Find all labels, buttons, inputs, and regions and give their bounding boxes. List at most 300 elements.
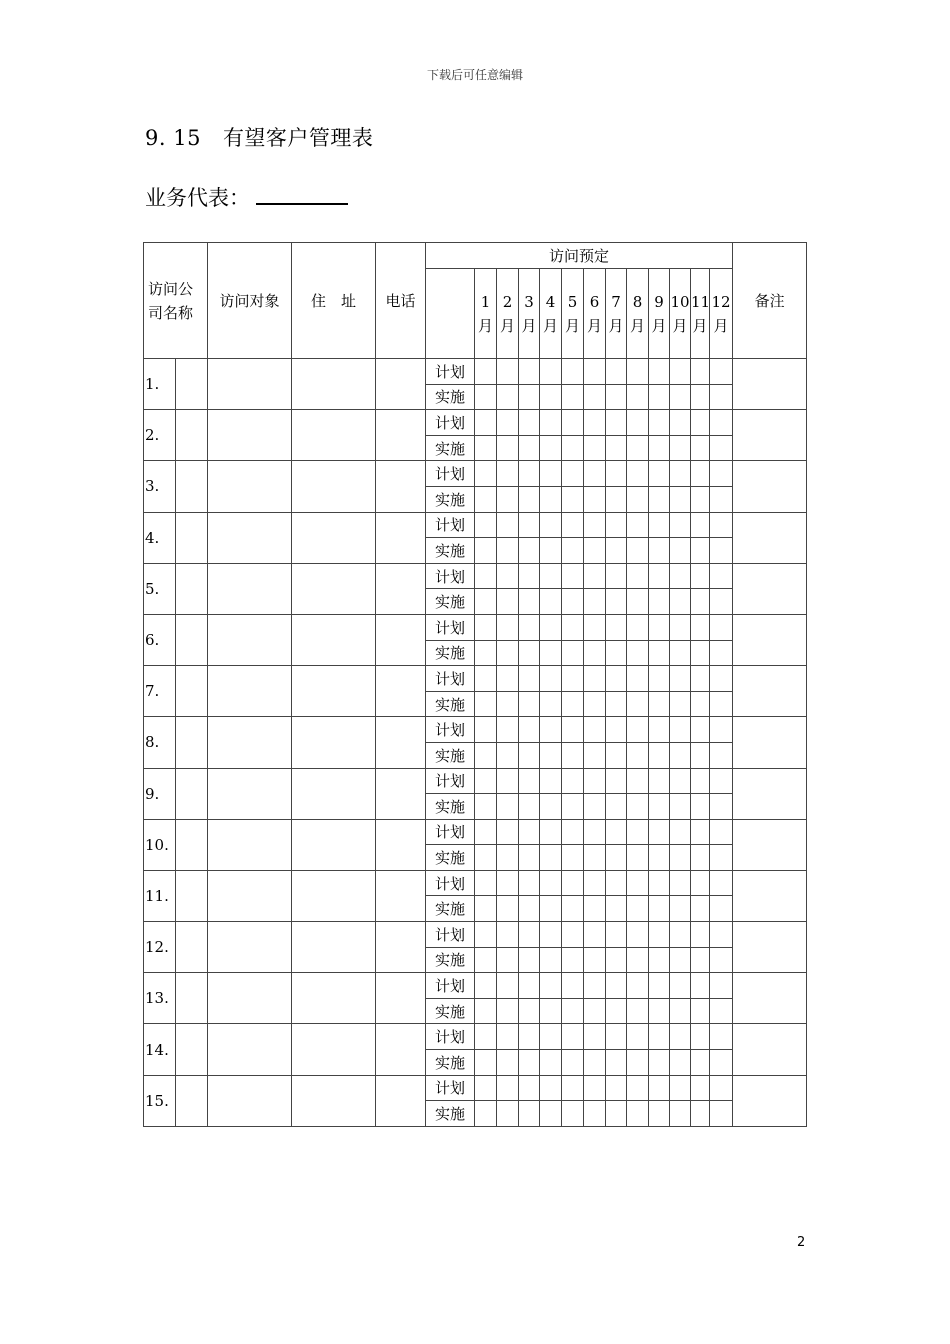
company-name-cell[interactable] <box>176 1024 208 1075</box>
address-cell[interactable] <box>292 410 376 461</box>
done-month-cell[interactable] <box>475 691 497 717</box>
contact-cell[interactable] <box>208 461 292 512</box>
plan-month-cell[interactable] <box>710 512 733 538</box>
company-name-cell[interactable] <box>176 870 208 921</box>
plan-month-cell[interactable] <box>710 870 733 896</box>
done-month-cell[interactable] <box>519 640 540 666</box>
plan-month-cell[interactable] <box>584 614 606 640</box>
plan-month-cell[interactable] <box>606 614 627 640</box>
plan-month-cell[interactable] <box>562 922 584 948</box>
notes-cell[interactable] <box>733 512 807 563</box>
done-month-cell[interactable] <box>670 845 691 871</box>
plan-month-cell[interactable] <box>562 768 584 794</box>
done-month-cell[interactable] <box>519 691 540 717</box>
notes-cell[interactable] <box>733 666 807 717</box>
plan-month-cell[interactable] <box>710 819 733 845</box>
plan-month-cell[interactable] <box>691 512 710 538</box>
plan-month-cell[interactable] <box>562 973 584 999</box>
plan-month-cell[interactable] <box>670 359 691 385</box>
phone-cell[interactable] <box>376 666 426 717</box>
plan-month-cell[interactable] <box>540 922 562 948</box>
done-month-cell[interactable] <box>606 1101 627 1127</box>
done-month-cell[interactable] <box>670 794 691 820</box>
done-month-cell[interactable] <box>475 947 497 973</box>
plan-month-cell[interactable] <box>710 410 733 436</box>
done-month-cell[interactable] <box>670 589 691 615</box>
plan-month-cell[interactable] <box>475 461 497 487</box>
done-month-cell[interactable] <box>670 998 691 1024</box>
plan-month-cell[interactable] <box>649 666 670 692</box>
contact-cell[interactable] <box>208 1024 292 1075</box>
done-month-cell[interactable] <box>710 384 733 410</box>
plan-month-cell[interactable] <box>584 512 606 538</box>
plan-month-cell[interactable] <box>562 870 584 896</box>
done-month-cell[interactable] <box>497 1101 519 1127</box>
plan-month-cell[interactable] <box>497 922 519 948</box>
phone-cell[interactable] <box>376 819 426 870</box>
company-name-cell[interactable] <box>176 973 208 1024</box>
plan-month-cell[interactable] <box>519 359 540 385</box>
plan-month-cell[interactable] <box>584 563 606 589</box>
plan-month-cell[interactable] <box>710 359 733 385</box>
plan-month-cell[interactable] <box>475 717 497 743</box>
done-month-cell[interactable] <box>670 435 691 461</box>
plan-month-cell[interactable] <box>584 410 606 436</box>
done-month-cell[interactable] <box>710 486 733 512</box>
contact-cell[interactable] <box>208 563 292 614</box>
done-month-cell[interactable] <box>540 435 562 461</box>
plan-month-cell[interactable] <box>649 768 670 794</box>
done-month-cell[interactable] <box>710 794 733 820</box>
contact-cell[interactable] <box>208 870 292 921</box>
plan-month-cell[interactable] <box>497 512 519 538</box>
notes-cell[interactable] <box>733 461 807 512</box>
plan-month-cell[interactable] <box>475 410 497 436</box>
plan-month-cell[interactable] <box>691 1075 710 1101</box>
done-month-cell[interactable] <box>627 794 649 820</box>
address-cell[interactable] <box>292 563 376 614</box>
plan-month-cell[interactable] <box>475 614 497 640</box>
plan-month-cell[interactable] <box>627 410 649 436</box>
done-month-cell[interactable] <box>649 896 670 922</box>
plan-month-cell[interactable] <box>519 563 540 589</box>
done-month-cell[interactable] <box>540 691 562 717</box>
plan-month-cell[interactable] <box>606 461 627 487</box>
plan-month-cell[interactable] <box>475 1075 497 1101</box>
done-month-cell[interactable] <box>540 896 562 922</box>
plan-month-cell[interactable] <box>710 1024 733 1050</box>
plan-month-cell[interactable] <box>519 819 540 845</box>
plan-month-cell[interactable] <box>627 870 649 896</box>
phone-cell[interactable] <box>376 768 426 819</box>
plan-month-cell[interactable] <box>691 768 710 794</box>
done-month-cell[interactable] <box>627 998 649 1024</box>
plan-month-cell[interactable] <box>519 461 540 487</box>
plan-month-cell[interactable] <box>649 359 670 385</box>
plan-month-cell[interactable] <box>649 922 670 948</box>
done-month-cell[interactable] <box>497 640 519 666</box>
plan-month-cell[interactable] <box>519 922 540 948</box>
plan-month-cell[interactable] <box>475 819 497 845</box>
plan-month-cell[interactable] <box>670 666 691 692</box>
done-month-cell[interactable] <box>584 1050 606 1076</box>
done-month-cell[interactable] <box>475 435 497 461</box>
plan-month-cell[interactable] <box>584 1075 606 1101</box>
done-month-cell[interactable] <box>475 794 497 820</box>
contact-cell[interactable] <box>208 922 292 973</box>
plan-month-cell[interactable] <box>710 768 733 794</box>
plan-month-cell[interactable] <box>606 870 627 896</box>
done-month-cell[interactable] <box>691 896 710 922</box>
done-month-cell[interactable] <box>627 640 649 666</box>
plan-month-cell[interactable] <box>710 563 733 589</box>
done-month-cell[interactable] <box>540 1050 562 1076</box>
done-month-cell[interactable] <box>649 998 670 1024</box>
address-cell[interactable] <box>292 922 376 973</box>
done-month-cell[interactable] <box>691 589 710 615</box>
done-month-cell[interactable] <box>670 486 691 512</box>
contact-cell[interactable] <box>208 359 292 410</box>
company-name-cell[interactable] <box>176 819 208 870</box>
done-month-cell[interactable] <box>606 742 627 768</box>
done-month-cell[interactable] <box>649 691 670 717</box>
phone-cell[interactable] <box>376 410 426 461</box>
done-month-cell[interactable] <box>540 538 562 564</box>
contact-cell[interactable] <box>208 410 292 461</box>
plan-month-cell[interactable] <box>606 410 627 436</box>
plan-month-cell[interactable] <box>540 563 562 589</box>
plan-month-cell[interactable] <box>649 1075 670 1101</box>
plan-month-cell[interactable] <box>710 666 733 692</box>
done-month-cell[interactable] <box>519 384 540 410</box>
plan-month-cell[interactable] <box>627 768 649 794</box>
done-month-cell[interactable] <box>497 845 519 871</box>
phone-cell[interactable] <box>376 922 426 973</box>
done-month-cell[interactable] <box>606 845 627 871</box>
plan-month-cell[interactable] <box>670 717 691 743</box>
plan-month-cell[interactable] <box>627 819 649 845</box>
plan-month-cell[interactable] <box>606 1024 627 1050</box>
plan-month-cell[interactable] <box>497 666 519 692</box>
plan-month-cell[interactable] <box>475 359 497 385</box>
plan-month-cell[interactable] <box>540 1075 562 1101</box>
phone-cell[interactable] <box>376 1075 426 1126</box>
done-month-cell[interactable] <box>710 1050 733 1076</box>
done-month-cell[interactable] <box>497 691 519 717</box>
notes-cell[interactable] <box>733 870 807 921</box>
done-month-cell[interactable] <box>519 486 540 512</box>
plan-month-cell[interactable] <box>519 1024 540 1050</box>
done-month-cell[interactable] <box>691 691 710 717</box>
address-cell[interactable] <box>292 1075 376 1126</box>
done-month-cell[interactable] <box>497 384 519 410</box>
plan-month-cell[interactable] <box>670 819 691 845</box>
plan-month-cell[interactable] <box>670 410 691 436</box>
done-month-cell[interactable] <box>670 1101 691 1127</box>
done-month-cell[interactable] <box>540 384 562 410</box>
plan-month-cell[interactable] <box>497 870 519 896</box>
done-month-cell[interactable] <box>475 384 497 410</box>
done-month-cell[interactable] <box>475 845 497 871</box>
plan-month-cell[interactable] <box>584 922 606 948</box>
plan-month-cell[interactable] <box>475 922 497 948</box>
plan-month-cell[interactable] <box>606 563 627 589</box>
done-month-cell[interactable] <box>649 742 670 768</box>
plan-month-cell[interactable] <box>691 1024 710 1050</box>
plan-month-cell[interactable] <box>497 563 519 589</box>
done-month-cell[interactable] <box>670 538 691 564</box>
plan-month-cell[interactable] <box>691 563 710 589</box>
done-month-cell[interactable] <box>670 691 691 717</box>
plan-month-cell[interactable] <box>691 922 710 948</box>
done-month-cell[interactable] <box>606 384 627 410</box>
phone-cell[interactable] <box>376 973 426 1024</box>
done-month-cell[interactable] <box>627 691 649 717</box>
plan-month-cell[interactable] <box>562 614 584 640</box>
plan-month-cell[interactable] <box>497 768 519 794</box>
done-month-cell[interactable] <box>649 384 670 410</box>
plan-month-cell[interactable] <box>497 1024 519 1050</box>
plan-month-cell[interactable] <box>606 359 627 385</box>
done-month-cell[interactable] <box>691 742 710 768</box>
plan-month-cell[interactable] <box>519 973 540 999</box>
plan-month-cell[interactable] <box>627 512 649 538</box>
plan-month-cell[interactable] <box>540 819 562 845</box>
address-cell[interactable] <box>292 768 376 819</box>
done-month-cell[interactable] <box>519 742 540 768</box>
done-month-cell[interactable] <box>670 384 691 410</box>
done-month-cell[interactable] <box>540 640 562 666</box>
plan-month-cell[interactable] <box>497 973 519 999</box>
company-name-cell[interactable] <box>176 666 208 717</box>
company-name-cell[interactable] <box>176 563 208 614</box>
plan-month-cell[interactable] <box>584 359 606 385</box>
done-month-cell[interactable] <box>562 845 584 871</box>
plan-month-cell[interactable] <box>606 819 627 845</box>
plan-month-cell[interactable] <box>540 717 562 743</box>
plan-month-cell[interactable] <box>606 717 627 743</box>
done-month-cell[interactable] <box>562 538 584 564</box>
done-month-cell[interactable] <box>606 538 627 564</box>
plan-month-cell[interactable] <box>606 973 627 999</box>
plan-month-cell[interactable] <box>540 512 562 538</box>
plan-month-cell[interactable] <box>475 870 497 896</box>
address-cell[interactable] <box>292 512 376 563</box>
done-month-cell[interactable] <box>691 794 710 820</box>
plan-month-cell[interactable] <box>562 461 584 487</box>
company-name-cell[interactable] <box>176 922 208 973</box>
phone-cell[interactable] <box>376 563 426 614</box>
done-month-cell[interactable] <box>710 742 733 768</box>
done-month-cell[interactable] <box>497 947 519 973</box>
done-month-cell[interactable] <box>475 538 497 564</box>
plan-month-cell[interactable] <box>606 922 627 948</box>
plan-month-cell[interactable] <box>497 614 519 640</box>
plan-month-cell[interactable] <box>670 973 691 999</box>
done-month-cell[interactable] <box>649 1050 670 1076</box>
contact-cell[interactable] <box>208 717 292 768</box>
done-month-cell[interactable] <box>540 486 562 512</box>
done-month-cell[interactable] <box>649 845 670 871</box>
address-cell[interactable] <box>292 359 376 410</box>
plan-month-cell[interactable] <box>649 410 670 436</box>
done-month-cell[interactable] <box>497 538 519 564</box>
plan-month-cell[interactable] <box>710 461 733 487</box>
done-month-cell[interactable] <box>691 435 710 461</box>
plan-month-cell[interactable] <box>519 410 540 436</box>
done-month-cell[interactable] <box>606 691 627 717</box>
plan-month-cell[interactable] <box>497 1075 519 1101</box>
plan-month-cell[interactable] <box>606 666 627 692</box>
plan-month-cell[interactable] <box>670 461 691 487</box>
plan-month-cell[interactable] <box>562 717 584 743</box>
plan-month-cell[interactable] <box>691 819 710 845</box>
done-month-cell[interactable] <box>519 998 540 1024</box>
done-month-cell[interactable] <box>584 845 606 871</box>
done-month-cell[interactable] <box>562 589 584 615</box>
plan-month-cell[interactable] <box>670 768 691 794</box>
done-month-cell[interactable] <box>562 742 584 768</box>
done-month-cell[interactable] <box>606 640 627 666</box>
done-month-cell[interactable] <box>691 947 710 973</box>
plan-month-cell[interactable] <box>519 870 540 896</box>
done-month-cell[interactable] <box>584 896 606 922</box>
plan-month-cell[interactable] <box>627 563 649 589</box>
plan-month-cell[interactable] <box>562 563 584 589</box>
done-month-cell[interactable] <box>649 538 670 564</box>
done-month-cell[interactable] <box>519 896 540 922</box>
plan-month-cell[interactable] <box>584 870 606 896</box>
plan-month-cell[interactable] <box>519 666 540 692</box>
plan-month-cell[interactable] <box>540 666 562 692</box>
plan-month-cell[interactable] <box>562 666 584 692</box>
done-month-cell[interactable] <box>562 384 584 410</box>
plan-month-cell[interactable] <box>649 973 670 999</box>
done-month-cell[interactable] <box>475 486 497 512</box>
done-month-cell[interactable] <box>710 691 733 717</box>
done-month-cell[interactable] <box>670 640 691 666</box>
done-month-cell[interactable] <box>584 998 606 1024</box>
done-month-cell[interactable] <box>649 794 670 820</box>
done-month-cell[interactable] <box>627 845 649 871</box>
done-month-cell[interactable] <box>562 1050 584 1076</box>
plan-month-cell[interactable] <box>606 768 627 794</box>
plan-month-cell[interactable] <box>691 973 710 999</box>
done-month-cell[interactable] <box>691 384 710 410</box>
done-month-cell[interactable] <box>627 1101 649 1127</box>
done-month-cell[interactable] <box>519 538 540 564</box>
done-month-cell[interactable] <box>649 947 670 973</box>
done-month-cell[interactable] <box>519 947 540 973</box>
plan-month-cell[interactable] <box>540 870 562 896</box>
done-month-cell[interactable] <box>475 896 497 922</box>
done-month-cell[interactable] <box>691 998 710 1024</box>
done-month-cell[interactable] <box>627 1050 649 1076</box>
done-month-cell[interactable] <box>670 896 691 922</box>
plan-month-cell[interactable] <box>584 717 606 743</box>
plan-month-cell[interactable] <box>562 410 584 436</box>
plan-month-cell[interactable] <box>627 461 649 487</box>
done-month-cell[interactable] <box>710 640 733 666</box>
plan-month-cell[interactable] <box>670 1075 691 1101</box>
done-month-cell[interactable] <box>691 1101 710 1127</box>
address-cell[interactable] <box>292 973 376 1024</box>
notes-cell[interactable] <box>733 819 807 870</box>
plan-month-cell[interactable] <box>475 973 497 999</box>
company-name-cell[interactable] <box>176 359 208 410</box>
done-month-cell[interactable] <box>691 486 710 512</box>
done-month-cell[interactable] <box>627 589 649 615</box>
done-month-cell[interactable] <box>710 589 733 615</box>
plan-month-cell[interactable] <box>519 512 540 538</box>
done-month-cell[interactable] <box>519 845 540 871</box>
address-cell[interactable] <box>292 461 376 512</box>
phone-cell[interactable] <box>376 1024 426 1075</box>
plan-month-cell[interactable] <box>497 359 519 385</box>
plan-month-cell[interactable] <box>649 563 670 589</box>
phone-cell[interactable] <box>376 461 426 512</box>
plan-month-cell[interactable] <box>710 614 733 640</box>
phone-cell[interactable] <box>376 359 426 410</box>
done-month-cell[interactable] <box>475 640 497 666</box>
done-month-cell[interactable] <box>691 538 710 564</box>
plan-month-cell[interactable] <box>649 1024 670 1050</box>
plan-month-cell[interactable] <box>475 1024 497 1050</box>
done-month-cell[interactable] <box>540 589 562 615</box>
done-month-cell[interactable] <box>670 1050 691 1076</box>
done-month-cell[interactable] <box>627 384 649 410</box>
done-month-cell[interactable] <box>606 947 627 973</box>
done-month-cell[interactable] <box>519 1050 540 1076</box>
notes-cell[interactable] <box>733 410 807 461</box>
done-month-cell[interactable] <box>649 486 670 512</box>
phone-cell[interactable] <box>376 512 426 563</box>
plan-month-cell[interactable] <box>649 717 670 743</box>
done-month-cell[interactable] <box>497 1050 519 1076</box>
done-month-cell[interactable] <box>710 896 733 922</box>
done-month-cell[interactable] <box>519 1101 540 1127</box>
contact-cell[interactable] <box>208 1075 292 1126</box>
plan-month-cell[interactable] <box>649 870 670 896</box>
done-month-cell[interactable] <box>584 742 606 768</box>
plan-month-cell[interactable] <box>670 1024 691 1050</box>
done-month-cell[interactable] <box>691 845 710 871</box>
done-month-cell[interactable] <box>649 640 670 666</box>
plan-month-cell[interactable] <box>670 870 691 896</box>
done-month-cell[interactable] <box>606 486 627 512</box>
address-cell[interactable] <box>292 870 376 921</box>
done-month-cell[interactable] <box>584 640 606 666</box>
done-month-cell[interactable] <box>562 691 584 717</box>
plan-month-cell[interactable] <box>540 461 562 487</box>
address-cell[interactable] <box>292 1024 376 1075</box>
notes-cell[interactable] <box>733 922 807 973</box>
done-month-cell[interactable] <box>584 589 606 615</box>
done-month-cell[interactable] <box>497 896 519 922</box>
plan-month-cell[interactable] <box>691 461 710 487</box>
done-month-cell[interactable] <box>497 589 519 615</box>
notes-cell[interactable] <box>733 1024 807 1075</box>
done-month-cell[interactable] <box>475 589 497 615</box>
plan-month-cell[interactable] <box>475 768 497 794</box>
done-month-cell[interactable] <box>562 435 584 461</box>
plan-month-cell[interactable] <box>710 1075 733 1101</box>
company-name-cell[interactable] <box>176 768 208 819</box>
done-month-cell[interactable] <box>691 640 710 666</box>
plan-month-cell[interactable] <box>670 563 691 589</box>
company-name-cell[interactable] <box>176 410 208 461</box>
plan-month-cell[interactable] <box>627 1075 649 1101</box>
